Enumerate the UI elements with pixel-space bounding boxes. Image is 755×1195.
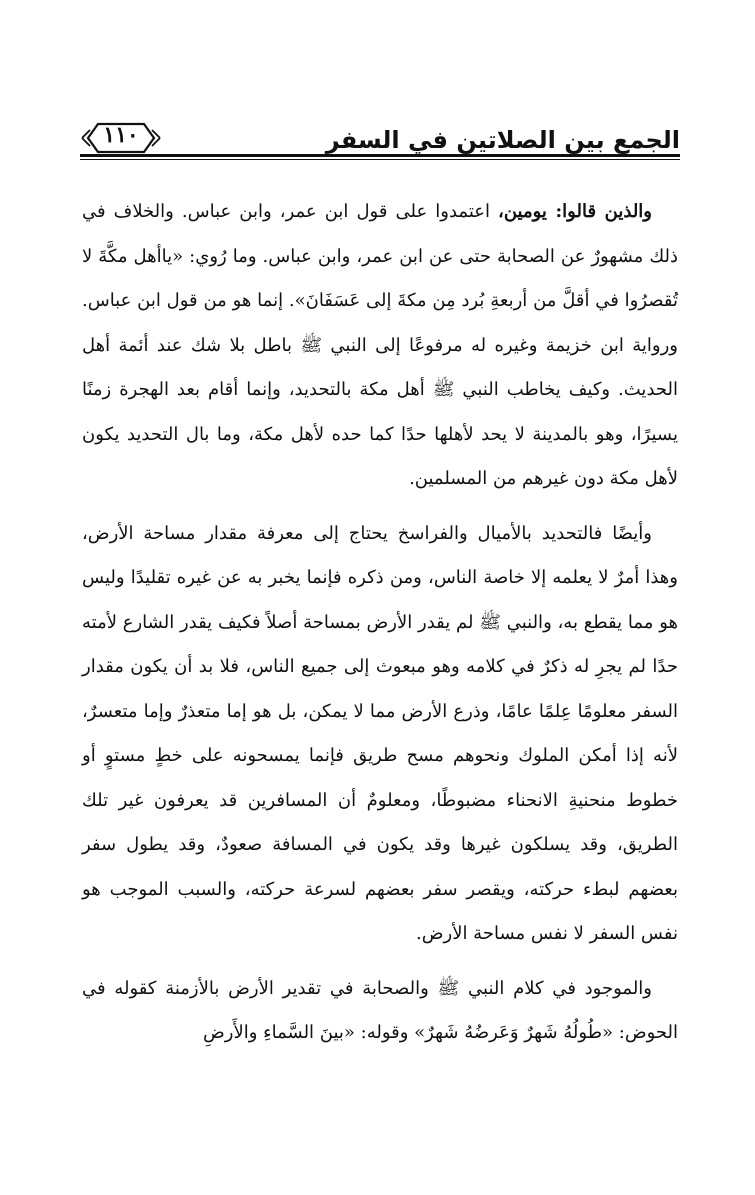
page-body bbox=[82, 190, 678, 1056]
page-header bbox=[80, 118, 680, 168]
paragraph-1 bbox=[82, 190, 678, 502]
page-number: ١١٠ bbox=[103, 122, 139, 148]
paragraph-1-text: اعتمدوا على قول ابن عمر، وابن عباس. والخلاف في ذلك مشهورٌ عن الصحابة حتى عن ابن عمر، وابن عباس. وما رُوي: «ياأهل مكَّةَ لا تُقصرُوا في أقلَّ من أربعةِ بُرد مِن مكةَ إلى عَسَفَانَ». إنما هو من قول ابن عباس. ورواية ابن خزيمة وغيره له مرفوعًا إلى النبي ﷺ باطل بلا شك عند أئمة أهل الحديث. وكيف يخاطب النبي ﷺ أهل مكة بالتحديد، وإنما أقام بعد الهجرة زمنًا يسيرًا، وهو بالمدينة لا يحد لأهلها حدًا كما حده لأهل مكة، وما بال التحديد يكون لأهل مكة دون غيرهم من المسلمين. bbox=[82, 201, 679, 489]
paragraph-1-lead: والذين قالوا: يومين، bbox=[498, 201, 652, 222]
paragraph-3: والموجود في كلام النبي ﷺ والصحابة في تقدير الأرض بالأزمنة كقوله في الحوض: «طُولُهُ شَهرٌ وَعَرضُهُ شَهرٌ» وقوله: «بينَ السَّماءِ والأَرضِ bbox=[82, 977, 678, 1043]
header-rule-thick bbox=[80, 154, 680, 157]
header-rule-thin bbox=[80, 159, 680, 160]
paragraph-2: وأيضًا فالتحديد بالأميال والفراسخ يحتاج إلى معرفة مقدار مساحة الأرض، وهذا أمرٌ لا يعلمه إلا خاصة الناس، ومن ذكره فإنما يخبر به عن غيره تقليدًا وليس هو مما يقطع به، والنبي ﷺ لم يقدر الأرض بمساحة أصلاً فكيف يقدر الشارع لأمته حدًا لم يجرِ له ذكرٌ في كلامه وهو مبعوث إلى جميع الناس، فلا بد أن يكون مقدار السفر معلومًا عِلمًا عامًا، وذرع الأرض مما لا يمكن، بل هو إما متعذرٌ وإما متعسرٌ، لأنه إذا أمكن الملوك ونحوهم مسح طريق فإنما يمسحونه على خطٍ مستوٍ أو خطوط منحنيةِ الانحناء مضبوطًا، ومعلومٌ أن المسافرين قد يعرفون غير تلك الطريق، وقد يسلكون غيرها وقد يكون في المسافة صعودٌ، وقد يطول سفر بعضهم لبطء حركته، ويقصر سفر بعضهم لسرعة حركته، والسبب الموجب هو نفس السفر لا نفس مساحة الأرض. bbox=[82, 522, 678, 944]
page-number-badge bbox=[80, 118, 162, 158]
running-header-title: الجمع بين الصلاتين في السفر bbox=[325, 126, 680, 154]
